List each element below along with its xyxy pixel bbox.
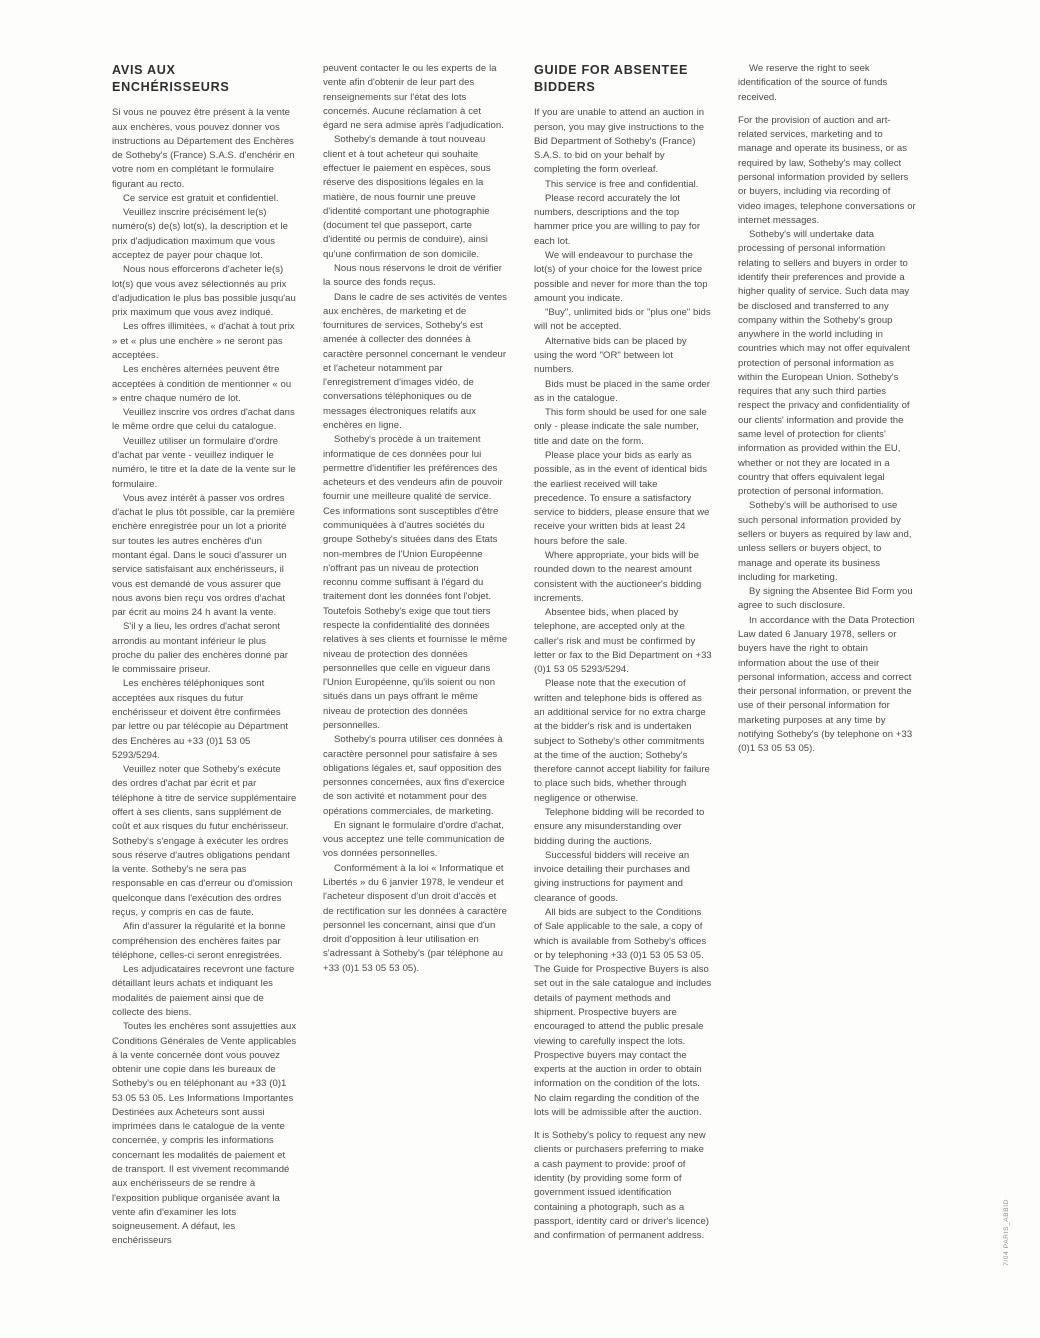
paragraph: If you are unable to attend an auction in person, you may give instructions to the Bid Department of Sotheby's (France) S.A.S. to bid on your behalf by completing the form overleaf.: [534, 107, 705, 176]
paragraph: By signing the Absentee Bid Form you agree to such disclosure.: [738, 586, 913, 612]
paragraph: Afin d'assurer la régularité et la bonne compréhension des enchères faites par téléphone, celles-ci seront enregistrées.: [112, 921, 286, 961]
paragraph: Nous nous réservons le droit de vérifier la source des fonds reçus.: [323, 262, 502, 289]
column-three: [534, 62, 712, 1249]
paragraph: Where appropriate, your bids will be rounded down to the nearest amount consistent with the auctioneer's bidding increments.: [534, 549, 702, 604]
paragraph: Conformément à la loi « Informatique et Libertés » du 6 janvier 1978, le vendeur et l'acheteur disposent d'un droit d'accès et de rectification sur les données à caractère personnel les concernant, ainsi que d'un droit d'opposition à leur utilisation en s'adressant à Sotheby's (par téléphone au +33 (0)1 53 05 53 05).: [323, 862, 508, 974]
paragraph: Please place your bids as early as possible, as in the event of identical bids the earliest received will take precedence. To ensure a satisfactory service to bidders, please ensure that we receive your written bids at least 24 hours before the sale.: [534, 449, 710, 547]
paragraph: Si vous ne pouvez être présent à la vente aux enchères, vous pouvez donner vos instructions au Département des Enchères de Sotheby's (France) S.A.S. d'enchérir en votre nom en complétant le formulaire figurant au recto.: [112, 107, 295, 190]
paragraph: It is Sotheby's policy to request any new clients or purchasers preferring to make a cash payment to provide: proof of identity (by providing some form of government issued identification containing a photograph, such as a passport, identity card or driver's licence) and confirmation of permanent address.: [534, 1130, 710, 1242]
paragraph: Sotheby's procède à un traitement informatique de ces données pour lui permettre d'identifier les préférences des acheteurs et des vendeurs afin de pouvoir fournir une meilleure qualité de service. Ces informations sont susceptibles d'être communiquées à d'autres sociétés du groupe Sotheby's situées dans des Etats non-membres de l'Union Européenne n'offrant pas un niveau de protection reconnu comme suffisant à l'égard du traitement dont les données font l'objet. Toutefois Sotheby's exige que tout tiers respecte la confidentialité des données relatives à ses clients et fournisse le même niveau de protection des données personnelles que celle en vigueur dans l'Union Européenne, qu'ils soient ou non situés dans un pays offrant le même niveau de protection des données personnelles.: [323, 434, 508, 731]
paragraph: Vous avez intérêt à passer vos ordres d'achat le plus tôt possible, car la première enchère enregistrée pour un lot a priorité sur toutes les autres enchères d'un montant égal. Dans le souci d'assurer un service satisfaisant aux enchérisseurs, il vous est demandé de vous assurer que nous avons bien reçu vos ordres d'achat par écrit au moins 24 h avant la vente.: [112, 492, 295, 619]
paragraph: Please record accurately the lot numbers, descriptions and the top hammer price you are willing to pay for each lot.: [534, 192, 701, 247]
paragraph: Veuillez utiliser un formulaire d'ordre d'achat par vente - veuillez indiquer le numéro, le titre et la date de la vente sur le formulaire.: [112, 435, 296, 490]
paragraph: Alternative bids can be placed by using the word "OR" between lot numbers.: [534, 335, 687, 376]
column-layout: [112, 62, 952, 1249]
paragraph: Nous nous efforcerons d'acheter le(s) lot(s) que vous avez sélectionnés au prix d'adjudication le plus bas possible jusqu'au prix maximum que vous avez indiqué.: [112, 264, 296, 319]
paragraph: In accordance with the Data Protection Law dated 6 January 1978, sellers or buyers have the right to obtain information about the use of their personal information, access and correct their personal information, or prevent the use of their personal information for marketing purposes at any time by notifying Sotheby's (by telephone on +33 (0)1 53 05 53 05).: [738, 614, 915, 755]
paragraph: Dans le cadre de ses activités de ventes aux enchères, de marketing et de fournitures de services, Sotheby's est amenée à collecter des données à caractère personnel concernant le vendeur et l'acheteur notamment par l'enregistrement d'images vidéo, de conversations téléphoniques ou de messages électroniques relatifs aux enchères en ligne.: [323, 291, 507, 432]
paragraph: Successful bidders will receive an invoice detailing their purchases and giving instructions for payment and clearance of goods.: [534, 849, 690, 904]
paragraph: Sotheby's demande à tout nouveau client et à tout acheteur qui souhaite effectuer le paiement en espèces, sous réserve des dispositions légales en la matière, de nous fournir une preuve d'identité comportant une photographie (document tel que passeport, carte d'identité ou permis de conduire), ainsi qu'une confirmation de son domicile.: [323, 134, 491, 260]
paragraph: Bids must be placed in the same order as in the catalogue.: [534, 378, 710, 404]
column-four: [738, 62, 916, 1249]
paragraph: Sotheby's will be authorised to use such personal information provided by sellers or buyers as required by law and, unless sellers or buyers object, to manage and operate its business including for marketing.: [738, 500, 912, 583]
paragraph: Sotheby's will undertake data processing of personal information relating to sellers and buyers in order to identify their preferences and provide a higher quality of service. Such data may be disclosed and transferred to any company within the Sotheby's group anywhere in the world including in countries which may not offer equivalent protection of personal information as within the European Union. Sotheby's requires that any such third parties respect the privacy and confidentiality of our clients' information and provide the same level of protection for clients' information as provided within the EU, whether or not they are located in a country that offers equivalent legal protection of personal information.: [738, 229, 910, 498]
paragraph: We will endeavour to purchase the lot(s) of your choice for the lowest price possible and never for more than the top amount you indicate.: [534, 250, 708, 304]
paragraph: All bids are subject to the Conditions of Sale applicable to the sale, a copy of which is available from Sotheby's offices or by telephoning +33 (0)1 53 05 53 05. The Guide for Prospective Buyers is also set out in the sale catalogue and includes details of payment methods and shipment. Prospective buyers are encouraged to attend the public presale viewing to carefully inspect the lots. Prospective buyers may contact the experts at the auction in order to obtain information on the condition of the lots. No claim regarding the condition of the lots will be admissible after the auction.: [534, 906, 712, 1118]
paragraph: For the provision of auction and art-related services, marketing and to manage and operate its business, or as required by law, Sotheby's may collect personal information provided by sellers or buyers, including via recording of video images, telephone conversations or internet messages.: [738, 114, 916, 226]
paragraph: Sotheby's pourra utiliser ces données à caractère personnel pour satisfaire à ses obligations légales et, sauf opposition des personnes concernées, aux fins d'exercice de son activité et notamment pour des opérations commerciales, de marketing.: [323, 734, 505, 817]
paragraph: Absentee bids, when placed by telephone, are accepted only at the caller's risk and must be confirmed by letter or fax to the Bid Department on +33 (0)1 53 05 5293/5294.: [534, 607, 712, 676]
paragraph: Veuillez inscrire précisément le(s) numéro(s) de(s) lot(s), la description et le prix d'adjudication maximum que vous acceptez de payer pour chaque lot.: [112, 207, 289, 262]
paragraph: Veuillez inscrire vos ordres d'achat dans le même ordre que celui du catalogue.: [112, 407, 295, 433]
column-two: [323, 62, 508, 1249]
paragraph: Les enchères téléphoniques sont acceptées aux risques du futur enchérisseur et doivent être confirmées par lettre ou par télécopie au Départment des Enchères au +33 (0)1 53 05 5293/5294.: [112, 678, 288, 761]
column-one-heading: AVIS AUX ENCHÉRISSEURS: [112, 63, 230, 94]
paragraph: En signant le formulaire d'ordre d'achat, vous acceptez une telle communication de vos données personnelles.: [323, 819, 505, 860]
catalogue-reference-code: 7/04 PARIS_ABBID: [1003, 1199, 1010, 1266]
paragraph: Veuillez noter que Sotheby's exécute des ordres d'achat par écrit et par téléphone à titre de service supplémentaire offert à ses clients, sans supplément de coût et aux risques du futur enchérisseur. Sotheby's s'engage à exécuter les ordres sous réserve d'autres obligations pendant la vente. Sotheby's ne sera pas responsable en cas d'erreur ou d'omission quelconque dans l'exécution des ordres reçus, y compris en cas de faute.: [112, 764, 297, 918]
paragraph: This service is free and confidential.: [545, 178, 699, 190]
paragraph: Les offres illimitées, « d'achat à tout prix » et « plus une enchère » ne seront pas acceptées.: [112, 321, 295, 361]
paragraph: We reserve the right to seek identification of the source of funds received.: [738, 63, 888, 103]
paragraph: Please note that the execution of written and telephone bids is offered as an additional service for no extra charge at the bidder's risk and is undertaken subject to Sotheby's other commitments at the time of the auction; Sotheby's therefore cannot accept liability for failure to place such bids, whether through negligence or otherwise.: [534, 678, 710, 804]
column-three-heading: GUIDE FOR ABSENTEE BIDDERS: [534, 63, 689, 94]
paragraph: peuvent contacter le ou les experts de la vente afin d'obtenir de leur part des renseignements sur l'état des lots concernés. Aucune réclamation à cet égard ne sera admise après l'adjudication.: [323, 63, 504, 132]
paragraph: This form should be used for one sale only - please indicate the sale number, title and date on the form.: [534, 407, 707, 447]
paragraph: Les enchères alternées peuvent être acceptées à condition de mentionner « ou » entre chaque numéro de lot.: [112, 364, 292, 404]
column-one: [112, 62, 297, 1249]
paragraph: S'il y a lieu, les ordres d'achat seront arrondis au montant inférieur le plus proche du palier des enchères donné par le commissaire priseur.: [112, 621, 288, 676]
paragraph: Ce service est gratuit et confidentiel.: [123, 192, 279, 204]
paragraph: Les adjudicataires recevront une facture détaillant leurs achats et indiquant les modalités de paiement ainsi que de collecte des biens.: [112, 964, 295, 1018]
paragraph: "Buy", unlimited bids or "plus one" bids will not be accepted.: [534, 307, 711, 333]
paragraph: Toutes les enchères sont assujetties aux Conditions Générales de Vente applicables à la vente concernée dont vous pouvez obtenir une copie dans les bureaux de Sotheby's ou en téléphonant au +33 (0)1 53 05 53 05. Les Informations Importantes Destinées aux Acheteurs sont aussi imprimées dans le catalogue de la vente concernée, y compris les informations concernant les modalités de paiement et de transport. Il est vivement recommandé aux enchérisseurs de se rendre à l'exposition publique organisée avant la vente afin d'examiner les lots soigneusement. A défaut, les enchérisseurs: [112, 1021, 297, 1247]
paragraph: Telephone bidding will be recorded to ensure any misunderstanding over bidding during the auctions.: [534, 807, 705, 847]
